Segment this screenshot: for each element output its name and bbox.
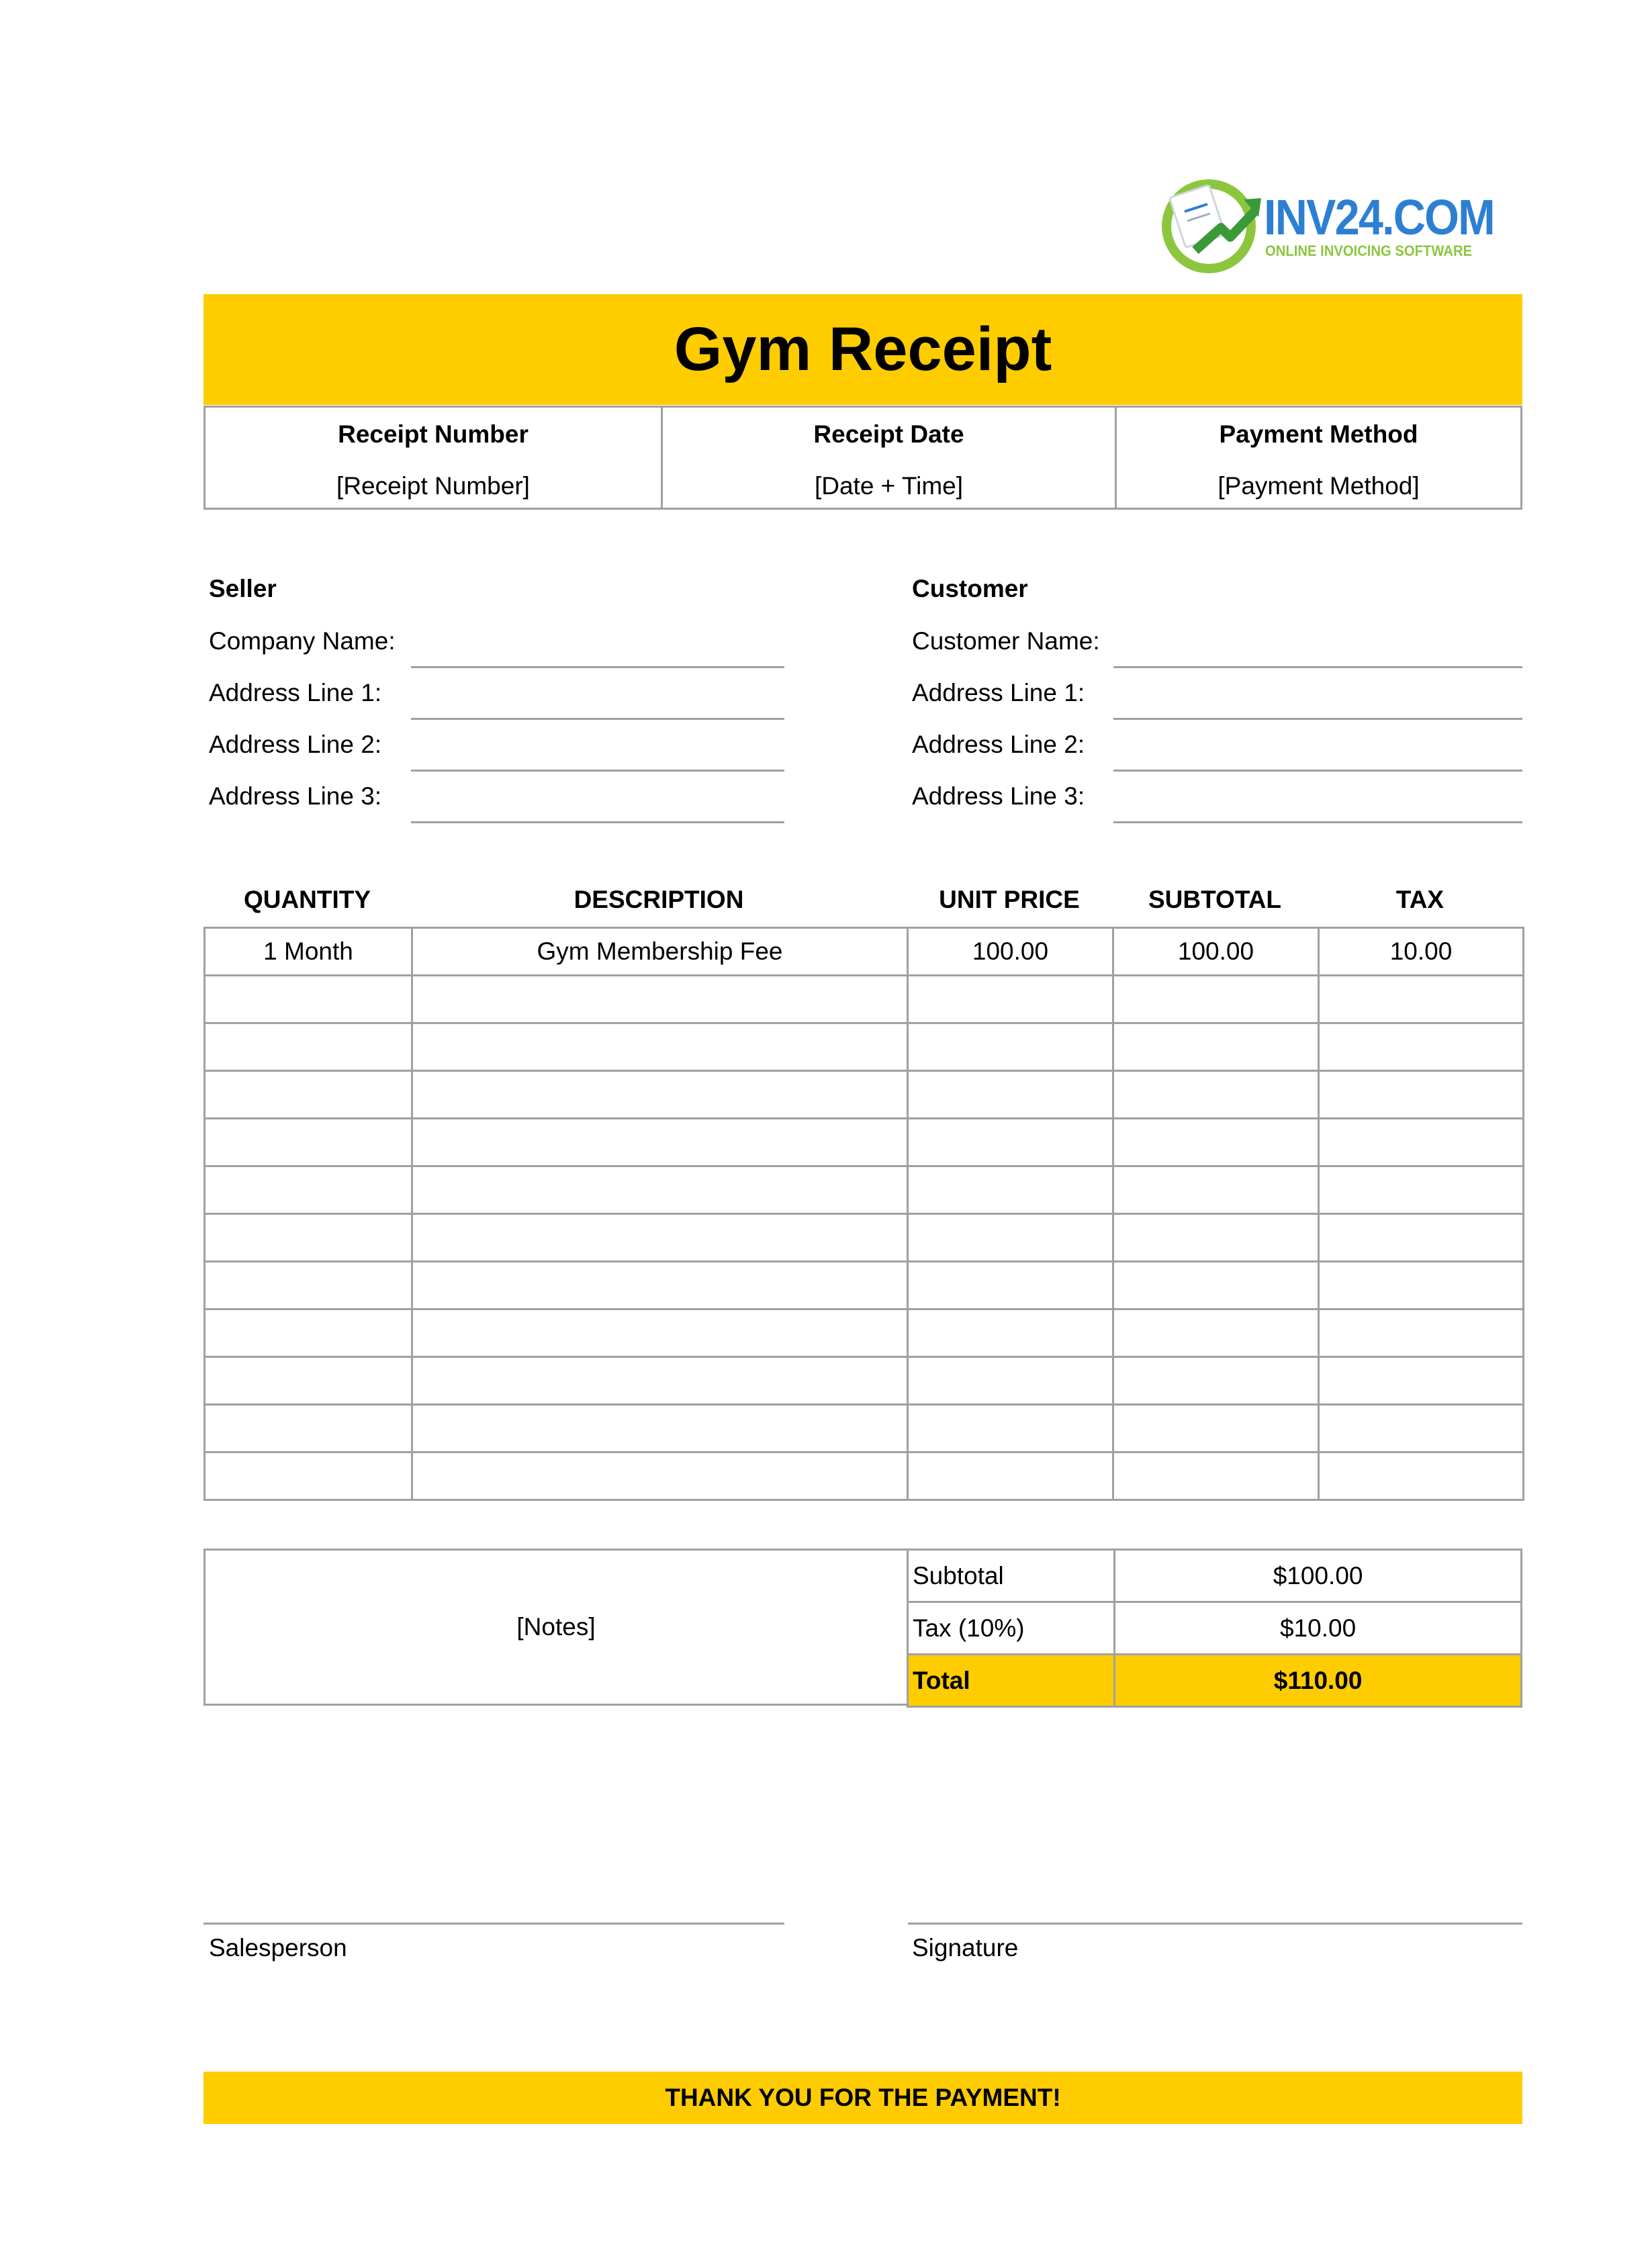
title-band: [203, 294, 1522, 405]
table-row: [205, 1071, 1524, 1119]
cell-quantity[interactable]: [205, 1023, 412, 1071]
receipt-meta-table: [203, 406, 1522, 510]
table-row: [205, 1119, 1524, 1166]
cell-quantity[interactable]: [205, 1214, 412, 1262]
cell-quantity[interactable]: [205, 1071, 412, 1119]
cell-unit-price[interactable]: [908, 1357, 1113, 1405]
cell-tax[interactable]: [1319, 1453, 1524, 1500]
cell-unit-price[interactable]: [908, 1262, 1113, 1309]
meta-label: Receipt Number: [338, 420, 529, 448]
salesperson-line[interactable]: [203, 1923, 784, 1925]
page-title: Gym Receipt: [674, 315, 1052, 383]
signature-line[interactable]: [908, 1923, 1522, 1925]
cell-tax[interactable]: [1319, 1071, 1524, 1119]
cell-unit-price[interactable]: [908, 1023, 1113, 1071]
cell-subtotal[interactable]: 100.00: [1113, 928, 1319, 976]
cell-subtotal[interactable]: [1113, 1453, 1319, 1500]
meta-receipt-number: [205, 408, 661, 508]
seller-company-field[interactable]: [411, 666, 784, 668]
cell-description[interactable]: [412, 1071, 908, 1119]
cell-description[interactable]: [412, 976, 908, 1023]
cell-description[interactable]: [412, 1166, 908, 1214]
cell-unit-price[interactable]: [908, 1405, 1113, 1453]
logo-emblem-icon: [1155, 171, 1263, 279]
cell-subtotal[interactable]: [1113, 1262, 1319, 1309]
cell-quantity[interactable]: [205, 1119, 412, 1166]
customer-name-field[interactable]: [1113, 666, 1522, 668]
cell-unit-price[interactable]: [908, 1214, 1113, 1262]
cell-unit-price[interactable]: [908, 976, 1113, 1023]
thank-you-banner: THANK YOU FOR THE PAYMENT!: [203, 2072, 1522, 2124]
meta-receipt-date: [661, 408, 1115, 508]
cell-quantity[interactable]: [205, 976, 412, 1023]
tax-label: Tax (10%): [908, 1602, 1115, 1655]
cell-description[interactable]: [412, 1119, 908, 1166]
total-label: Total: [908, 1655, 1115, 1707]
col-header-tax: TAX: [1395, 886, 1444, 913]
customer-heading: Customer: [912, 575, 1028, 602]
cell-tax[interactable]: [1319, 1309, 1524, 1357]
cell-subtotal[interactable]: [1113, 1405, 1319, 1453]
cell-description[interactable]: [412, 1357, 908, 1405]
cell-tax[interactable]: [1319, 1214, 1524, 1262]
line-items-table: [203, 927, 1524, 1501]
cell-tax[interactable]: 10.00: [1319, 928, 1524, 976]
table-row: [205, 1166, 1524, 1214]
logo-brand-text: INV24.COM: [1264, 189, 1494, 245]
cell-subtotal[interactable]: [1113, 976, 1319, 1023]
table-row: [205, 1023, 1524, 1071]
col-header-unit-price: UNIT PRICE: [939, 886, 1080, 913]
cell-quantity[interactable]: [205, 1166, 412, 1214]
table-row: [205, 1214, 1524, 1262]
cell-quantity[interactable]: [205, 1405, 412, 1453]
cell-unit-price[interactable]: [908, 1309, 1113, 1357]
cell-description[interactable]: [412, 1453, 908, 1500]
cell-subtotal[interactable]: [1113, 1214, 1319, 1262]
customer-address2-field[interactable]: [1113, 770, 1522, 772]
customer-address3-field[interactable]: [1113, 821, 1522, 823]
cell-unit-price[interactable]: [908, 1166, 1113, 1214]
cell-tax[interactable]: [1319, 1262, 1524, 1309]
table-row: [205, 1309, 1524, 1357]
cell-subtotal[interactable]: [1113, 1309, 1319, 1357]
total-value: $110.00: [1115, 1655, 1522, 1707]
cell-subtotal[interactable]: [1113, 1119, 1319, 1166]
cell-description[interactable]: Gym Membership Fee: [412, 928, 908, 976]
table-row: [205, 1405, 1524, 1453]
table-row: [205, 1357, 1524, 1405]
cell-unit-price[interactable]: [908, 1119, 1113, 1166]
payment-method-field[interactable]: [Payment Method]: [1218, 472, 1420, 500]
subtotal-label: Subtotal: [908, 1550, 1115, 1602]
cell-description[interactable]: [412, 1405, 908, 1453]
table-row: [205, 1262, 1524, 1309]
cell-description[interactable]: [412, 1309, 908, 1357]
totals-table: [907, 1549, 1522, 1708]
cell-subtotal[interactable]: [1113, 1023, 1319, 1071]
logo-tagline: ONLINE INVOICING SOFTWARE: [1265, 242, 1473, 259]
receipt-date-field[interactable]: [Date + Time]: [814, 472, 964, 500]
cell-tax[interactable]: [1319, 1023, 1524, 1071]
cell-tax[interactable]: [1319, 1119, 1524, 1166]
cell-quantity[interactable]: 1 Month: [205, 928, 412, 976]
table-row: [205, 976, 1524, 1023]
col-header-subtotal: SUBTOTAL: [1148, 886, 1281, 913]
cell-tax[interactable]: [1319, 1357, 1524, 1405]
cell-unit-price[interactable]: [908, 1071, 1113, 1119]
tax-value: $10.00: [1115, 1602, 1522, 1655]
cell-tax[interactable]: [1319, 1166, 1524, 1214]
cell-tax[interactable]: [1319, 1405, 1524, 1453]
receipt-number-field[interactable]: [Receipt Number]: [336, 472, 530, 500]
notes-field[interactable]: [Notes]: [203, 1549, 909, 1706]
meta-label: Payment Method: [1219, 420, 1418, 448]
customer-address1-field[interactable]: [1113, 718, 1522, 720]
customer-name-label: Customer Name:: [912, 627, 1100, 655]
meta-payment-method: [1115, 408, 1520, 508]
seller-address1-label: Address Line 1:: [209, 679, 382, 706]
inv24-logo: [1155, 171, 1494, 279]
seller-address2-field[interactable]: [411, 770, 784, 772]
subtotal-value: $100.00: [1115, 1550, 1522, 1602]
cell-quantity[interactable]: [205, 1309, 412, 1357]
cell-quantity[interactable]: [205, 1453, 412, 1500]
salesperson-label: Salesperson: [209, 1934, 347, 1962]
col-header-quantity: QUANTITY: [243, 886, 371, 913]
meta-label: Receipt Date: [813, 420, 964, 448]
seller-address3-label: Address Line 3:: [209, 782, 382, 810]
cell-unit-price[interactable]: 100.00: [908, 928, 1113, 976]
seller-address2-label: Address Line 2:: [209, 731, 382, 758]
cell-unit-price[interactable]: [908, 1453, 1113, 1500]
cell-quantity[interactable]: [205, 1262, 412, 1309]
customer-address1-label: Address Line 1:: [912, 679, 1085, 706]
cell-description[interactable]: [412, 1023, 908, 1071]
cell-subtotal[interactable]: [1113, 1071, 1319, 1119]
table-row: [205, 1453, 1524, 1500]
total-row: [908, 1655, 1522, 1707]
customer-address2-label: Address Line 2:: [912, 731, 1085, 758]
customer-address3-label: Address Line 3:: [912, 782, 1085, 810]
seller-address1-field[interactable]: [411, 718, 784, 720]
subtotal-row: [908, 1550, 1522, 1602]
cell-quantity[interactable]: [205, 1357, 412, 1405]
seller-heading: Seller: [209, 575, 277, 602]
col-header-description: DESCRIPTION: [573, 886, 744, 913]
table-row: [205, 928, 1524, 976]
totals-section: [203, 1549, 1522, 1706]
cell-tax[interactable]: [1319, 976, 1524, 1023]
seller-company-label: Company Name:: [209, 627, 396, 655]
cell-description[interactable]: [412, 1262, 908, 1309]
tax-row: [908, 1602, 1522, 1655]
seller-address3-field[interactable]: [411, 821, 784, 823]
signature-label: Signature: [912, 1934, 1019, 1962]
cell-subtotal[interactable]: [1113, 1357, 1319, 1405]
cell-subtotal[interactable]: [1113, 1166, 1319, 1214]
cell-description[interactable]: [412, 1214, 908, 1262]
